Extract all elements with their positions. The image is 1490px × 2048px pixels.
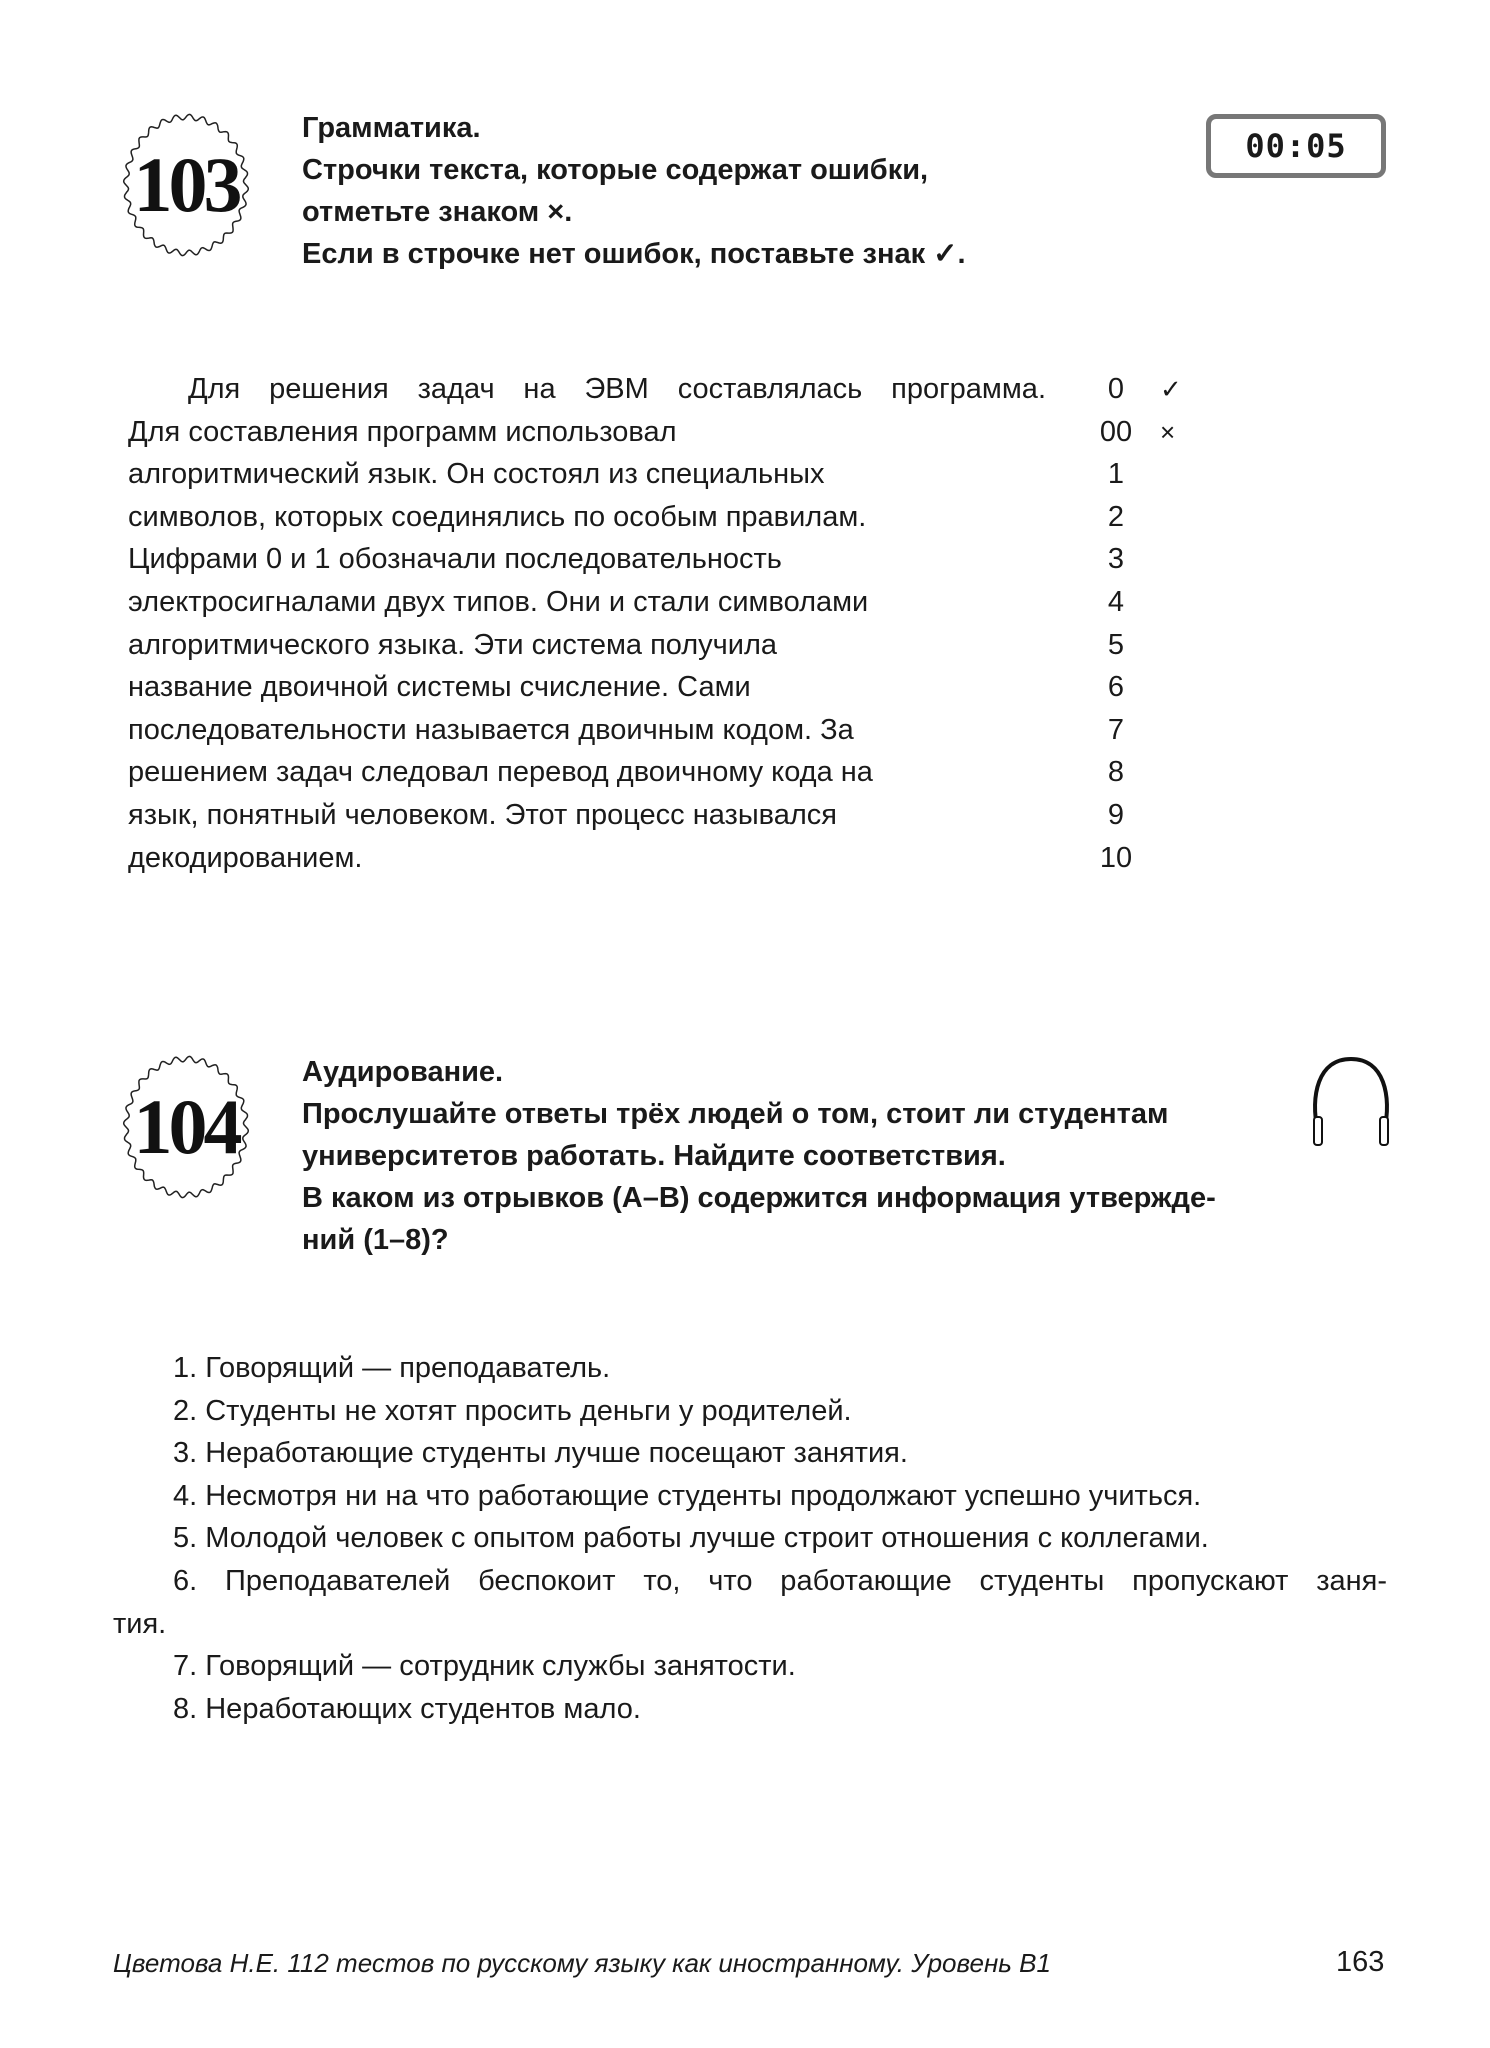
statement-item: 3. Неработающие студенты лучше посещают занятия. bbox=[173, 1437, 908, 1470]
statement-item: 6. Преподавателей беспокоит то, что работающие студенты пропускают заня- bbox=[173, 1565, 1387, 1597]
text-line: язык, понятный человеком. Этот процесс назывался bbox=[128, 799, 837, 831]
line-number: 8 bbox=[1107, 756, 1125, 789]
line-number: 1 bbox=[1107, 458, 1125, 491]
task-heading-title: Аудирование. bbox=[302, 1056, 504, 1088]
statement-item: 8. Неработающих студентов мало. bbox=[173, 1692, 641, 1725]
line-number: 2 bbox=[1107, 500, 1125, 533]
line-number: 7 bbox=[1107, 713, 1125, 746]
text-line: алгоритмический язык. Он состоял из специальных bbox=[128, 458, 825, 491]
cross-mark-icon: × bbox=[1160, 416, 1176, 447]
text-line: электросигналами двух типов. Они и стали символами bbox=[128, 586, 869, 618]
task-number: 103 bbox=[133, 141, 239, 228]
task-number: 104 bbox=[133, 1083, 239, 1170]
line-number: 10 bbox=[1099, 841, 1133, 874]
statement-item: 2. Студенты не хотят просить деньги у родителей. bbox=[173, 1394, 852, 1427]
line-number: 00 bbox=[1099, 415, 1133, 448]
task-heading-line: университетов работать. Найдите соответствия. bbox=[302, 1140, 1006, 1172]
text-line: Цифрами 0 и 1 обозначали последовательность bbox=[128, 543, 782, 576]
text-line: Для составления программ использовал bbox=[128, 415, 677, 448]
line-number: 4 bbox=[1107, 586, 1125, 618]
task-heading-line: Прослушайте ответы трёх людей о том, стоит ли студентам bbox=[302, 1098, 1169, 1130]
statement-item: тия. bbox=[113, 1607, 167, 1640]
text-line: решением задач следовал перевод двоичному кода на bbox=[128, 756, 873, 789]
task-heading-line: Если в строчке нет ошибок, поставьте знак ✓. bbox=[302, 238, 966, 270]
task-number-badge bbox=[118, 1054, 254, 1200]
text-line: символов, которых соединялись по особым правилам. bbox=[128, 500, 867, 533]
text-line: декодированием. bbox=[128, 841, 363, 874]
text-line: последовательности называется двоичным кодом. За bbox=[128, 713, 854, 746]
task-heading-line: отметьте знаком ×. bbox=[302, 196, 573, 228]
line-number: 3 bbox=[1107, 543, 1125, 576]
text-line: Для решения задач на ЭВМ составлялась программа. bbox=[188, 373, 1046, 405]
page-number: 163 bbox=[1336, 1946, 1385, 1978]
line-number: 0 bbox=[1107, 373, 1125, 405]
check-mark-icon: ✓ bbox=[1160, 374, 1182, 404]
statement-item: 5. Молодой человек с опытом работы лучше строит отношения с коллегами. bbox=[173, 1522, 1209, 1555]
line-number: 5 bbox=[1107, 628, 1125, 661]
statement-item: 1. Говорящий — преподаватель. bbox=[173, 1352, 611, 1384]
task-heading-title: Грамматика. bbox=[302, 112, 481, 144]
task-heading-line: Строчки текста, которые содержат ошибки, bbox=[302, 154, 929, 186]
task-heading-line: ний (1–8)? bbox=[302, 1224, 449, 1256]
timer-badge: 00:05 bbox=[1206, 114, 1386, 178]
task-heading-line: В каком из отрывков (А–В) содержится информация утвержде- bbox=[302, 1182, 1216, 1214]
statement-item: 4. Несмотря ни на что работающие студенты продолжают успешно учиться. bbox=[173, 1479, 1202, 1512]
line-number: 9 bbox=[1107, 799, 1125, 831]
line-number: 6 bbox=[1107, 671, 1125, 704]
text-line: алгоритмического языка. Эти система получила bbox=[128, 628, 778, 661]
citation: Цветова Н.Е. 112 тестов по русскому языку как иностранному. Уровень В1 bbox=[113, 1948, 1051, 1978]
text-line: название двоичной системы счисление. Сами bbox=[128, 671, 751, 704]
task-number-badge bbox=[118, 112, 254, 258]
statement-item: 7. Говорящий — сотрудник службы занятости. bbox=[173, 1650, 796, 1683]
headphones-icon bbox=[1308, 1055, 1394, 1151]
